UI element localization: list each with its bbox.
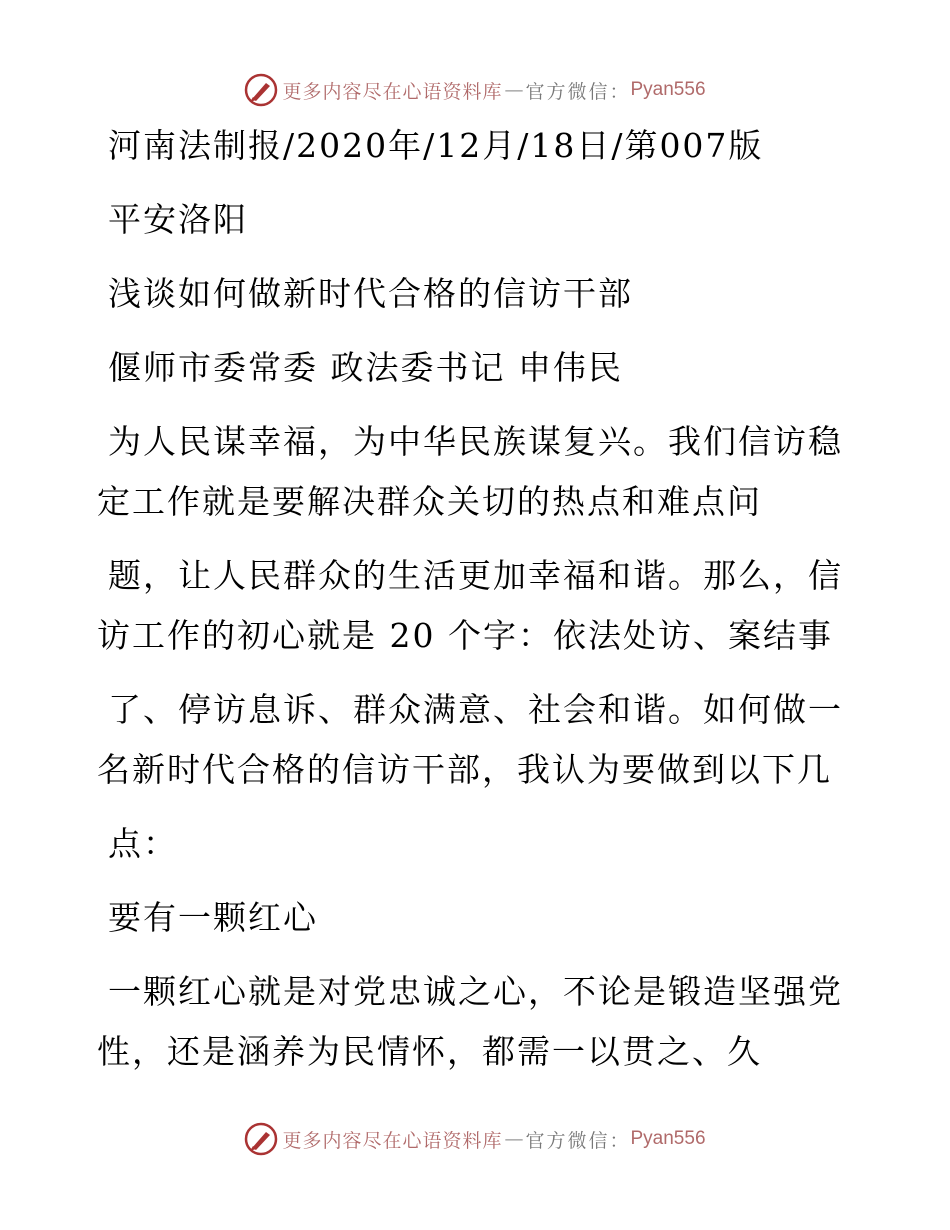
paragraph-line: 访工作的初心就是 20 个字：依法处访、案结事 — [97, 616, 833, 655]
paragraph-line: 性，还是涵养为民情怀，都需一以贯之、久 — [97, 1032, 762, 1071]
paragraph-line: 点： — [108, 824, 178, 863]
watermark-label: 官方微信： — [525, 80, 631, 103]
watermark-id: Pyan556 — [630, 79, 706, 100]
watermark-footer — [0, 1122, 950, 1156]
author-line: 偃师市委常委 政法委书记 申伟民 — [108, 348, 623, 387]
paragraph-line: 为人民谋幸福，为中华民族谋复兴。我们信访稳 — [108, 422, 843, 461]
watermark-label: 官方微信： — [525, 1129, 631, 1152]
watermark-header — [0, 73, 950, 107]
pen-logo-icon — [244, 1122, 278, 1156]
paragraph-line: 一颗红心就是对党忠诚之心，不论是锻造坚强党 — [108, 972, 843, 1011]
source-line: 河南法制报/2020年/12月/18日/第007版 — [108, 126, 764, 165]
section-heading: 要有一颗红心 — [108, 898, 318, 937]
watermark-text: 更多内容尽在心语资料库 — [282, 80, 503, 103]
watermark-dash: — — [504, 1128, 524, 1150]
article-title: 浅谈如何做新时代合格的信访干部 — [108, 274, 633, 313]
watermark-id: Pyan556 — [630, 1128, 706, 1149]
column-title: 平安洛阳 — [108, 200, 248, 239]
paragraph-line: 定工作就是要解决群众关切的热点和难点问 — [97, 482, 762, 521]
watermark-text: 更多内容尽在心语资料库 — [282, 1129, 503, 1152]
paragraph-line: 题，让人民群众的生活更加幸福和谐。那么，信 — [108, 556, 843, 595]
paragraph-line: 了、停访息诉、群众满意、社会和谐。如何做一 — [108, 690, 843, 729]
paragraph-line: 名新时代合格的信访干部，我认为要做到以下几 — [97, 750, 832, 789]
pen-logo-icon — [244, 73, 278, 107]
watermark-dash: — — [504, 79, 524, 101]
